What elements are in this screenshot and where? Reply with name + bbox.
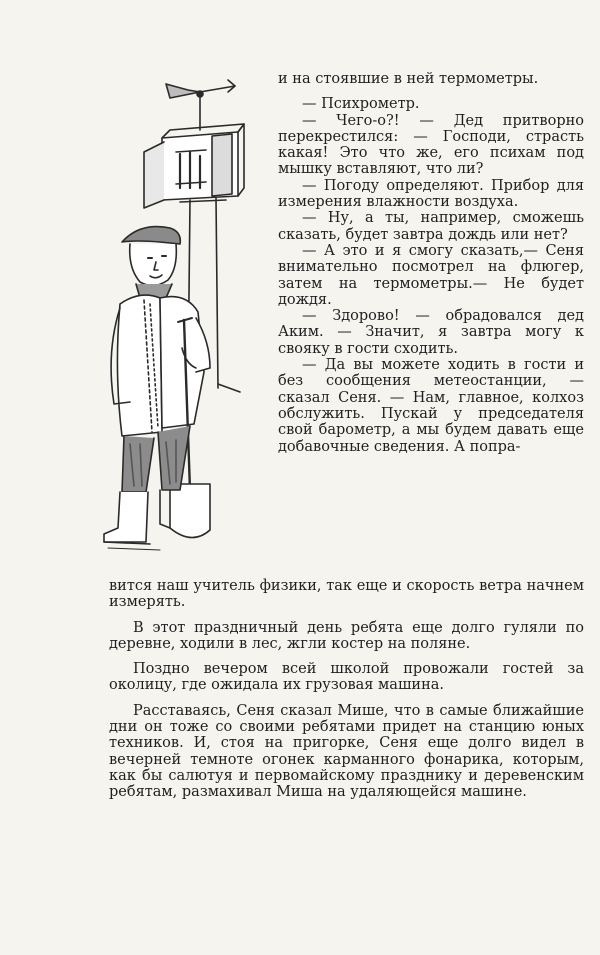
- text-column-beside-illustration: [278, 71, 584, 455]
- weather-station-drawing: [100, 72, 275, 557]
- paragraph: — Чего-о?! — Дед притворно перекрестился: — Господи, страсть какая! Это что же, его психам под мышку вставляют, что ли?: [278, 112, 584, 178]
- paragraph: и на стоявшие в ней термометры.: [278, 71, 539, 87]
- paragraph: — Психрометр.: [302, 96, 420, 113]
- paragraph: Расставаясь, Сеня сказал Мише, что в самые ближайшие дни он тоже со своими ребятами придет на станцию юных техников. И, стоя на пригорке, Сеня еще долго видел в вечерней темноте огонек карманного фонарика, которым, как бы салютуя и первомайскому празднику и деревенским ребятам, размахивал Миша на удаляющейся машине.: [109, 702, 584, 801]
- paragraph: — Да вы можете ходить в гости и без сообщения метеостанции, — сказал Сеня. — Нам, главное, колхоз обслужить. Пускай у председателя свой барометр, а мы будем давать еще добавочные сведения. А попра-: [278, 357, 584, 455]
- paragraph: В этот праздничный день ребята еще долго гуляли по деревне, ходили в лес, жгли костер на поляне.: [109, 619, 584, 652]
- paragraph: Поздно вечером всей школой провожали гостей за околицу, где ожидала их грузовая машина.: [109, 661, 584, 694]
- paragraph: — А это и я смогу сказать,— Сеня внимательно посмотрел на флюгер, затем на термометры.— Не будет дождя.: [278, 242, 584, 308]
- paragraph: — Здорово! — обрадовался дед Аким. — Значит, я завтра могу к свояку в гости сходить.: [278, 308, 584, 357]
- paragraph: — Погоду определяют. Прибор для измерения влажности воздуха.: [278, 177, 584, 211]
- paragraph: — Ну, а ты, например, сможешь сказать, будет завтра дождь или нет?: [278, 210, 584, 243]
- text-full-width: [109, 578, 584, 801]
- paragraph: вится наш учитель физики, так еще и скорость ветра начнем измерять.: [109, 578, 584, 611]
- illustration-boy-weather-station: [100, 72, 275, 557]
